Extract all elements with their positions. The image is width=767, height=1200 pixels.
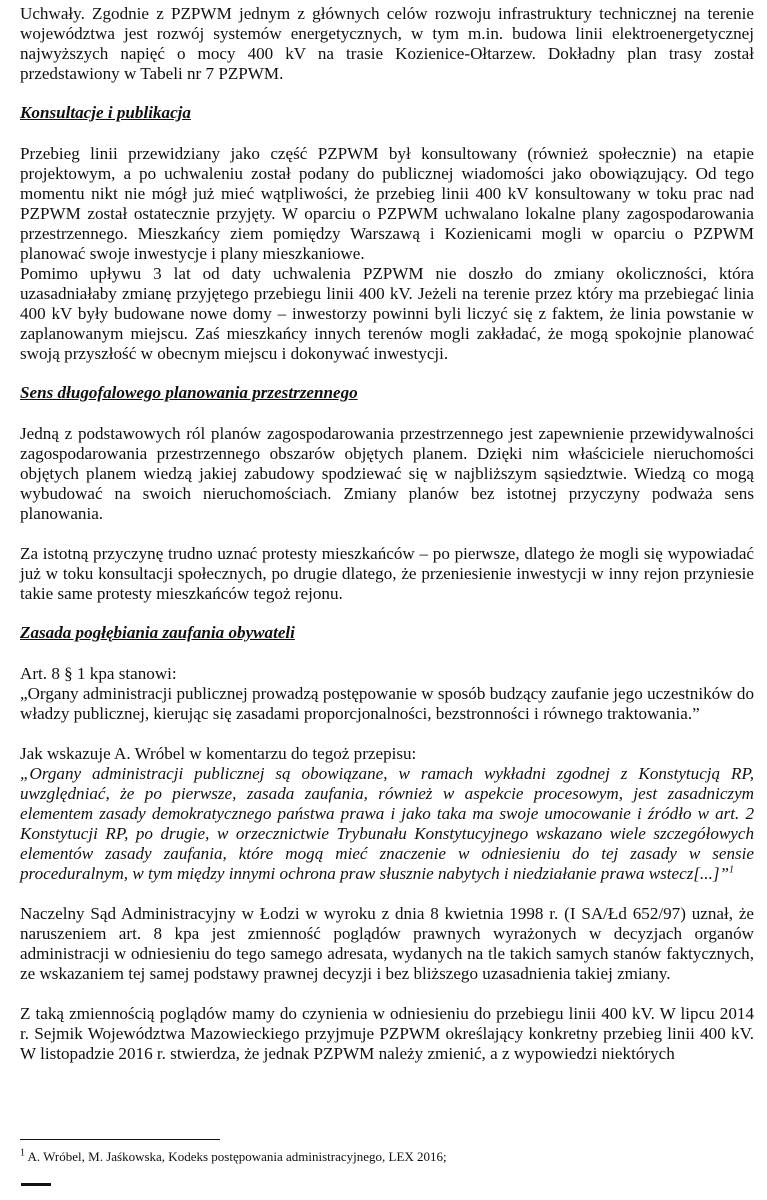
- nsa-paragraph: Naczelny Sąd Administracyjny w Łodzi w wyroku z dnia 8 kwietnia 1998 r. (I SA/Łd 652/97) uznał, że naruszeniem art. 8 kpa jest zmienność poglądów prawnych wyrażonych w decyzjach organów administracji w odniesieniu do tego samego adresata, wydanych na tle takich samych stanów faktycznych, ze wskazaniem tej samej podstawy prawnej decyzji i bez bliższego uzasadnienia takiej zmiany.: [20, 904, 754, 983]
- intro-paragraph: Uchwały. Zgodnie z PZPWM jednym z głównych celów rozwoju infrastruktury technicznej na terenie województwa jest rozwój systemów energetycznych, w tym m.in. budowa linii elektroenergetycznej najwyższych napięć o mocy 400 kV na trasie Kozienice-Ołtarzew. Dokładny plan trasy został przedstawiony w Tabeli nr 7 PZPWM.: [20, 4, 754, 83]
- commentary-intro: Jak wskazuje A. Wróbel w komentarzu do tegoż przepisu:: [20, 744, 417, 763]
- footnote-reference[interactable]: 1: [729, 864, 735, 876]
- paragraph-konsultacje-2: Pomimo upływu 3 lat od daty uchwalenia PZPWM nie doszło do zmiany okoliczności, która uzasadniałaby zmianę przyjętego przebiegu linii 400 kV. Jeżeli na terenie przez który ma przebiegać linia 400 kV były budowane nowe domy – inwestorzy powinni byli liczyć się z faktem, że linia powstanie w zaplanowanym miejscu. Zaś mieszkańcy innych terenów mogli zakładać, że mogą spokojnie planować swoją przyszłość w obecnym miejscu i dokonywać inwestycji.: [20, 264, 754, 363]
- document-page: [20, 4, 754, 1064]
- page-end-mark: [21, 1183, 51, 1186]
- commentary-quote: [20, 764, 754, 884]
- paragraph-konsultacje-1: Przebieg linii przewidziany jako część PZPWM był konsultowany (również społecznie) na etapie projektowym, a po uchwaleniu został podany do publicznej wiadomości jako obowiązujący. Od tego momentu nikt nie mógł już mieć wątpliwości, że przebieg linii 400 kV konsultowany w toku prac nad PZPWM został ostatecznie przyjęty. W oparciu o PZPWM uchwalano lokalne plany zagospodarowania przestrzennego. Mieszkańcy ziem pomiędzy Warszawą i Kozienicami mogli w oparciu o PZPWM planować swoje inwestycje i plany mieszkaniowe.: [20, 144, 754, 263]
- zmiennosc-paragraph: Z taką zmiennością poglądów mamy do czynienia w odniesieniu do przebiegu linii 400 kV. W lipcu 2014 r. Sejmik Województwa Mazowieckiego przyjmuje PZPWM określający konkretny przebieg linii 400 kV. W listopadzie 2016 r. stwierdza, że jednak PZPWM należy zmienić, a z wypowiedzi niektórych: [20, 1004, 754, 1063]
- paragraph-sens-1: Jedną z podstawowych ról planów zagospodarowania przestrzennego jest zapewnienie przewidywalności zagospodarowania przestrzennego obszarów objętych planem. Dzięki nim właściciele nieruchomości objętych planem wiedzą jakiej zabudowy spodziewać się w najbliższym sąsiedztwie. Wiedzą co mogą wybudować na swoich nieruchomościach. Zmiany planów bez istotnej przyczyny podważa sens planowania.: [20, 424, 754, 523]
- footnote-number: 1: [20, 1147, 25, 1159]
- commentary-quote-text: „Organy administracji publicznej są obowiązane, w ramach wykładni zgodnej z Konstytucją RP, uwzględniać, że po pierwsze, zasada zaufania, również w aspekcie procesowym, jest zasadniczym elementem zasady demokratycznego państwa prawa i jako taka ma swoje umocowanie i źródło w art. 2 Konstytucji RP, po drugie, w orzecznictwie Trybunału Konstytucyjnego wskazano wiele szczegółowych elementów zasady zaufania, które mogą mieć znaczenie w odniesieniu do tej zasady w sensie proceduralnym, w tym między innymi ochrona praw słusznie nabytych i niedziałanie prawa wstecz[...]”: [20, 764, 754, 883]
- paragraph-sens-2: Za istotną przyczynę trudno uznać protesty mieszkańców – po pierwsze, dlatego że mogli się wypowiadać już w toku konsultacji społecznych, po drugie dlatego, że przeniesienie inwestycji w inny rejon przyniesie takie same protesty mieszkańców tegoż rejonu.: [20, 544, 754, 603]
- article-quote: „Organy administracji publicznej prowadzą postępowanie w sposób budzący zaufanie jego uczestników do władzy publicznej, kierując się zasadami proporcjonalności, bezstronności i równego traktowania.”: [20, 684, 754, 723]
- footnote: [20, 1149, 754, 1165]
- article-intro: Art. 8 § 1 kpa stanowi:: [20, 664, 177, 683]
- section-heading-sens: Sens długofalowego planowania przestrzennego: [20, 383, 358, 402]
- footnote-divider: [20, 1139, 220, 1140]
- section-heading-konsultacje: Konsultacje i publikacja: [20, 103, 191, 122]
- section-heading-zasada: Zasada pogłębiania zaufania obywateli: [20, 623, 295, 642]
- footnote-text: A. Wróbel, M. Jaśkowska, Kodeks postępowania administracyjnego, LEX 2016;: [25, 1149, 447, 1164]
